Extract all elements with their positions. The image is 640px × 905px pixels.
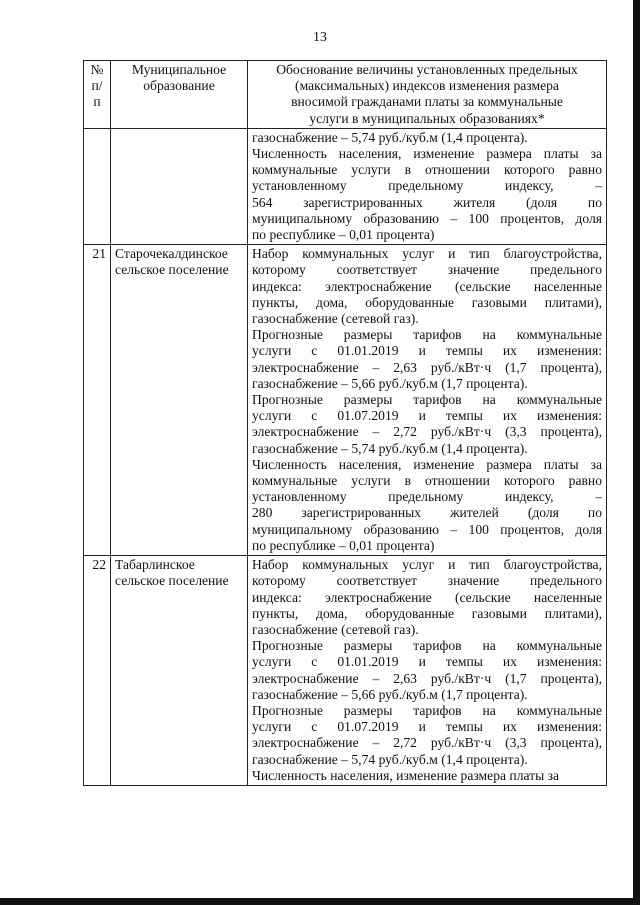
justification-line: установленному предельному индексу, – <box>252 178 602 194</box>
municipality-name-line: Старочекалдинское <box>115 246 228 262</box>
justification-line: муниципальному образованию – 100 процентов, доля <box>252 521 602 537</box>
justification-line: Численность населения, изменение размера платы за <box>252 767 560 783</box>
justification-line: 280 зарегистрированных жителей (доля по <box>252 505 602 521</box>
page-number: 13 <box>313 30 327 45</box>
justification-line: установленному предельному индексу, – <box>252 489 602 505</box>
cell-num: 22 <box>84 556 111 786</box>
justification-line: 564 зарегистрированных жителя (доля по <box>252 194 602 210</box>
justification-line: пункты, дома, оборудованные газовыми плитами), <box>252 605 602 621</box>
municipality-name-line: сельское поселение <box>115 573 229 589</box>
justification-line: газоснабжение – 5,74 руб./куб.м (1,4 процента). <box>252 440 528 456</box>
table-row-continuation <box>84 128 607 244</box>
justification-line: газоснабжение – 5,74 руб./куб.м (1,4 процента). <box>252 129 528 145</box>
justification-line: услуги с 01.01.2019 и темпы их изменения: <box>252 654 602 670</box>
table-row <box>84 245 607 556</box>
justification-line: Набор коммунальных услуг и тип благоустройства, <box>252 246 602 262</box>
header-justification <box>248 61 607 129</box>
justification-line: пункты, дома, оборудованные газовыми плитами), <box>252 294 602 310</box>
header-num-line: п/п <box>91 78 103 110</box>
justification-line: электроснабжение – 2,63 руб./кВт·ч (1,7 процента), <box>252 359 602 375</box>
justification-line: Прогнозные размеры тарифов на коммунальные <box>252 392 602 408</box>
cell-justification <box>248 556 607 786</box>
justification-line: газоснабжение – 5,66 руб./куб.м (1,7 процента). <box>252 375 528 391</box>
justification-line: коммунальные услуги в отношении которого равно <box>252 473 602 489</box>
header-justification-line: Обоснование величины установленных предельных <box>276 62 578 77</box>
justification-line: Численность населения, изменение размера платы за <box>252 146 602 162</box>
justification-line: газоснабжение (сетевой газ). <box>252 621 419 637</box>
header-justification-line: вносимой гражданами платы за коммунальные <box>291 94 563 110</box>
justification-line: муниципальному образованию – 100 процентов, доля <box>252 210 602 226</box>
justification-line: услуги с 01.07.2019 и темпы их изменения: <box>252 408 602 424</box>
table-header-row <box>84 61 607 129</box>
justification-line: по республике – 0,01 процента) <box>252 537 435 553</box>
cell-num: 21 <box>84 245 111 556</box>
justification-line: коммунальные услуги в отношении которого равно <box>252 162 602 178</box>
justification-line: газоснабжение (сетевой газ). <box>252 311 419 327</box>
justification-line: услуги с 01.07.2019 и темпы их изменения: <box>252 719 602 735</box>
header-justification-line: (максимальных) индексов изменения размера <box>295 78 559 94</box>
justification-line: Набор коммунальных услуг и тип благоустройства, <box>252 557 602 573</box>
cell-num <box>84 128 111 244</box>
justification-line: индекса: электроснабжение (сельские населенные <box>252 278 602 294</box>
header-municipality <box>111 61 248 129</box>
table-row <box>84 556 607 786</box>
justification-line: Прогнозные размеры тарифов на коммунальные <box>252 327 602 343</box>
header-municipality-line: образование <box>143 78 215 94</box>
cell-municipality <box>111 128 248 244</box>
justification-line: газоснабжение – 5,74 руб./куб.м (1,4 процента). <box>252 751 528 767</box>
scan-edge-right <box>633 0 640 905</box>
justification-line: которому соответствует значение предельного <box>252 573 602 589</box>
justification-line: Прогнозные размеры тарифов на коммунальные <box>252 702 602 718</box>
municipality-name-line: сельское поселение <box>115 262 229 278</box>
justification-line: Численность населения, изменение размера платы за <box>252 456 602 472</box>
header-municipality-line: Муниципальное <box>131 62 227 77</box>
cell-municipality <box>111 245 248 556</box>
justification-line: услуги с 01.01.2019 и темпы их изменения: <box>252 343 602 359</box>
justification-line: которому соответствует значение предельного <box>252 262 602 278</box>
justification-line: по республике – 0,01 процента) <box>252 227 435 243</box>
cell-justification <box>248 128 607 244</box>
scan-edge-bottom <box>0 898 640 905</box>
justification-line: газоснабжение – 5,66 руб./куб.м (1,7 процента). <box>252 686 528 702</box>
justification-line: электроснабжение – 2,72 руб./кВт·ч (3,3 процента), <box>252 735 602 751</box>
tariff-table <box>83 60 607 786</box>
cell-justification <box>248 245 607 556</box>
municipality-name-line: Табарлинское <box>115 557 195 573</box>
justification-line: электроснабжение – 2,72 руб./кВт·ч (3,3 процента), <box>252 424 602 440</box>
justification-line: индекса: электроснабжение (сельские населенные <box>252 589 602 605</box>
header-num <box>84 61 111 129</box>
cell-municipality <box>111 556 248 786</box>
justification-line: Прогнозные размеры тарифов на коммунальные <box>252 638 602 654</box>
header-justification-line: услуги в муниципальных образованиях* <box>309 110 545 126</box>
header-num-line: № <box>90 62 104 77</box>
justification-line: электроснабжение – 2,63 руб./кВт·ч (1,7 процента), <box>252 670 602 686</box>
